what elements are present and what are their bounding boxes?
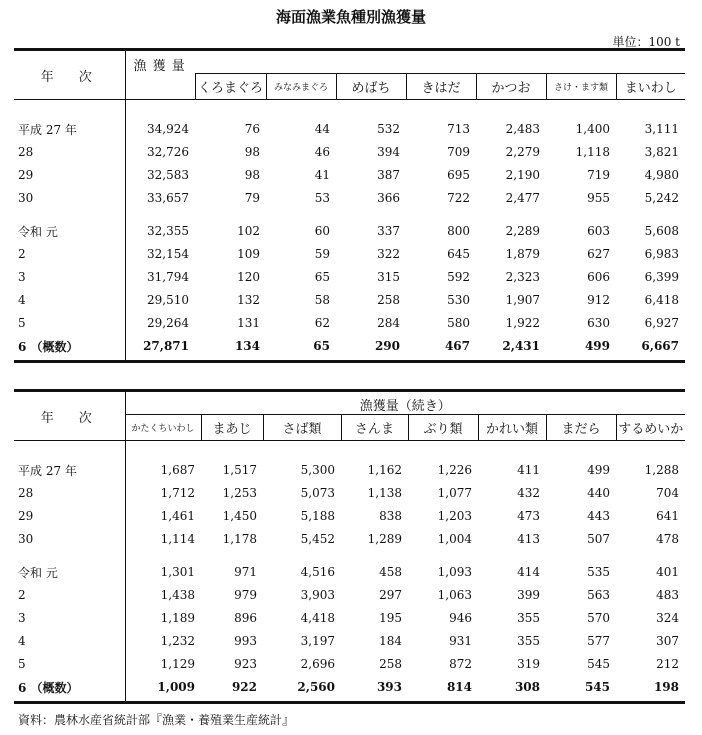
year-column-header: 年 次 — [14, 391, 125, 441]
value-cell: 27,871 — [143, 339, 189, 353]
value-cell: 322 — [377, 247, 400, 261]
value-cell: 6,927 — [644, 316, 679, 330]
year-cell: 29 — [14, 505, 125, 528]
value-cell: 922 — [231, 680, 257, 694]
value-cell: 32,583 — [147, 168, 189, 182]
value-cell: 413 — [517, 532, 540, 546]
value-cell: 399 — [517, 588, 540, 602]
value-cell: 1,093 — [437, 565, 472, 579]
value-cell: 131 — [237, 316, 260, 330]
value-cell: 931 — [449, 634, 472, 648]
value-cell: 6,418 — [644, 293, 679, 307]
catch-table-2 — [14, 389, 685, 704]
value-cell: 530 — [447, 293, 470, 307]
value-cell: 1,922 — [505, 316, 540, 330]
value-cell: 713 — [447, 122, 470, 136]
value-cell: 62 — [314, 316, 330, 330]
value-cell: 630 — [587, 316, 610, 330]
value-cell: 29,264 — [147, 316, 189, 330]
value-cell: 1,232 — [160, 634, 195, 648]
value-cell: 2,190 — [505, 168, 540, 182]
value-cell: 319 — [517, 657, 540, 671]
value-cell: 195 — [379, 611, 402, 625]
value-cell: 627 — [587, 247, 610, 261]
value-cell: 955 — [587, 191, 610, 205]
value-cell: 3,903 — [300, 588, 335, 602]
value-cell: 993 — [234, 634, 257, 648]
year-cell: 2 — [14, 243, 125, 266]
year-cell: 28 — [14, 482, 125, 505]
value-cell: 53 — [314, 191, 330, 205]
value-cell: 59 — [314, 247, 330, 261]
value-cell: 6,399 — [644, 270, 679, 284]
value-cell: 603 — [587, 224, 610, 238]
catch-continued-header: 漁獲量（続き） — [125, 391, 685, 415]
year-cell: 平成 27 年 — [14, 459, 125, 482]
value-cell: 76 — [244, 122, 260, 136]
value-cell: 32,726 — [147, 145, 189, 159]
value-cell: 545 — [584, 680, 610, 694]
species-header: めばち — [336, 74, 406, 100]
value-cell: 1,118 — [575, 145, 610, 159]
value-cell: 483 — [656, 588, 680, 602]
value-cell: 606 — [587, 270, 610, 284]
value-cell: 473 — [517, 509, 540, 523]
value-cell: 29,510 — [147, 293, 189, 307]
value-cell: 814 — [446, 680, 472, 694]
value-cell: 1,253 — [222, 486, 257, 500]
value-cell: 65 — [313, 339, 330, 353]
value-cell: 467 — [444, 339, 470, 353]
value-cell: 366 — [377, 191, 400, 205]
year-cell: 3 — [14, 266, 125, 289]
species-header: さば類 — [263, 415, 341, 441]
species-header: みなみまぐろ — [266, 74, 336, 100]
table-row — [14, 243, 685, 266]
value-cell: 458 — [379, 565, 402, 579]
species-header: まだら — [546, 415, 616, 441]
table-row — [14, 528, 685, 551]
year-column-header: 年 次 — [14, 50, 125, 100]
species-header: きはだ — [406, 74, 476, 100]
value-cell: 532 — [377, 122, 400, 136]
value-cell: 896 — [234, 611, 257, 625]
value-cell: 4,980 — [644, 168, 679, 182]
year-cell: 令和 元 — [14, 561, 125, 584]
value-cell: 3,821 — [644, 145, 679, 159]
value-cell: 355 — [517, 611, 540, 625]
species-header: まあじ — [201, 415, 263, 441]
value-cell: 1,450 — [222, 509, 257, 523]
value-cell: 1,461 — [160, 509, 195, 523]
value-cell: 1,687 — [160, 463, 195, 477]
table-row — [14, 482, 685, 505]
value-cell: 432 — [517, 486, 540, 500]
value-cell: 1,400 — [575, 122, 610, 136]
year-cell: 6 （概数） — [14, 335, 125, 358]
year-cell: 5 — [14, 312, 125, 335]
table-row — [14, 561, 685, 584]
table-row — [14, 118, 685, 141]
value-cell: 5,300 — [300, 463, 335, 477]
value-cell: 1,138 — [367, 486, 402, 500]
value-cell: 1,077 — [437, 486, 472, 500]
value-cell: 132 — [237, 293, 260, 307]
year-cell: 4 — [14, 289, 125, 312]
value-cell: 800 — [447, 224, 470, 238]
value-cell: 315 — [377, 270, 400, 284]
value-cell: 5,188 — [300, 509, 335, 523]
value-cell: 32,154 — [147, 247, 189, 261]
value-cell: 46 — [314, 145, 330, 159]
species-header: さけ・ます類 — [546, 74, 616, 100]
value-cell: 563 — [587, 588, 610, 602]
value-cell: 32,355 — [147, 224, 189, 238]
value-cell: 31,794 — [147, 270, 189, 284]
value-cell: 535 — [587, 565, 610, 579]
year-cell: 平成 27 年 — [14, 118, 125, 141]
value-cell: 1,438 — [160, 588, 195, 602]
value-cell: 41 — [314, 168, 330, 182]
table-row — [14, 459, 685, 482]
value-cell: 34,924 — [147, 122, 189, 136]
value-cell: 1,009 — [157, 680, 195, 694]
value-cell: 580 — [447, 316, 470, 330]
value-cell: 355 — [517, 634, 540, 648]
value-cell: 1,907 — [505, 293, 540, 307]
species-header: かつお — [476, 74, 546, 100]
year-cell: 29 — [14, 164, 125, 187]
value-cell: 1,226 — [437, 463, 472, 477]
table-row — [14, 220, 685, 243]
value-cell: 324 — [656, 611, 680, 625]
catch-table-1 — [14, 48, 685, 363]
table-row — [14, 653, 685, 676]
value-cell: 592 — [447, 270, 470, 284]
table-row — [14, 266, 685, 289]
value-cell: 297 — [379, 588, 402, 602]
table-title: 海面漁業魚種別漁獲量 — [275, 8, 426, 26]
table-row — [14, 187, 685, 210]
value-cell: 979 — [234, 588, 257, 602]
value-cell: 284 — [377, 316, 400, 330]
value-cell: 401 — [656, 565, 680, 579]
value-cell: 184 — [379, 634, 402, 648]
value-cell: 971 — [234, 565, 257, 579]
value-cell: 212 — [656, 657, 680, 671]
value-cell: 337 — [377, 224, 400, 238]
value-cell: 912 — [587, 293, 610, 307]
species-header: するめいか — [616, 415, 685, 441]
value-cell: 2,696 — [300, 657, 335, 671]
value-cell: 1,203 — [437, 509, 472, 523]
value-cell: 307 — [656, 634, 680, 648]
value-cell: 577 — [587, 634, 610, 648]
value-cell: 645 — [447, 247, 470, 261]
value-cell: 719 — [587, 168, 610, 182]
value-cell: 6,983 — [644, 247, 679, 261]
unit-label: 単位：100 t — [612, 35, 680, 49]
year-cell: 30 — [14, 187, 125, 210]
value-cell: 1,189 — [160, 611, 195, 625]
value-cell: 1,301 — [160, 565, 195, 579]
value-cell: 5,242 — [644, 191, 679, 205]
value-cell: 2,483 — [505, 122, 540, 136]
value-cell: 2,431 — [502, 339, 540, 353]
year-cell: 30 — [14, 528, 125, 551]
value-cell: 134 — [234, 339, 260, 353]
value-cell: 198 — [653, 680, 680, 694]
value-cell: 58 — [314, 293, 330, 307]
value-cell: 1,289 — [367, 532, 402, 546]
value-cell: 545 — [587, 657, 610, 671]
value-cell: 570 — [587, 611, 610, 625]
value-cell: 4,516 — [300, 565, 335, 579]
value-cell: 4,418 — [300, 611, 335, 625]
value-cell: 709 — [447, 145, 470, 159]
value-cell: 308 — [514, 680, 540, 694]
year-cell: 令和 元 — [14, 220, 125, 243]
value-cell: 1,162 — [367, 463, 402, 477]
year-cell: 5 — [14, 653, 125, 676]
species-header: ぶり類 — [408, 415, 478, 441]
value-cell: 2,323 — [505, 270, 540, 284]
table-row — [14, 607, 685, 630]
value-cell: 290 — [374, 339, 400, 353]
table-row — [14, 505, 685, 528]
value-cell: 499 — [587, 463, 610, 477]
value-cell: 411 — [517, 463, 540, 477]
species-header: くろまぐろ — [195, 74, 266, 100]
value-cell: 923 — [234, 657, 257, 671]
table-row — [14, 312, 685, 335]
value-cell: 1,129 — [160, 657, 195, 671]
value-cell: 499 — [584, 339, 610, 353]
year-cell: 3 — [14, 607, 125, 630]
value-cell: 1,712 — [160, 486, 195, 500]
value-cell: 478 — [656, 532, 680, 546]
table-row — [14, 335, 685, 358]
species-header: まいわし — [616, 74, 685, 100]
value-cell: 120 — [237, 270, 260, 284]
value-cell: 258 — [377, 293, 400, 307]
value-cell: 65 — [314, 270, 330, 284]
year-cell: 2 — [14, 584, 125, 607]
value-cell: 641 — [656, 509, 680, 523]
value-cell: 2,477 — [505, 191, 540, 205]
value-cell: 1,114 — [160, 532, 195, 546]
value-cell: 704 — [656, 486, 680, 500]
source-note: 資料：農林水産省統計部『漁業・養殖業生産統計』 — [18, 713, 295, 727]
value-cell: 258 — [379, 657, 402, 671]
table-row — [14, 630, 685, 653]
value-cell: 98 — [244, 168, 260, 182]
species-header: かたくちいわし — [125, 415, 201, 441]
value-cell: 414 — [517, 565, 540, 579]
value-cell: 838 — [379, 509, 402, 523]
value-cell: 1,063 — [437, 588, 472, 602]
value-cell: 3,197 — [300, 634, 335, 648]
value-cell: 5,452 — [300, 532, 335, 546]
value-cell: 2,279 — [505, 145, 540, 159]
value-cell: 1,517 — [222, 463, 257, 477]
species-header: さんま — [341, 415, 408, 441]
value-cell: 33,657 — [147, 191, 189, 205]
value-cell: 5,073 — [300, 486, 335, 500]
value-cell: 443 — [587, 509, 610, 523]
value-cell: 102 — [237, 224, 260, 238]
value-cell: 695 — [447, 168, 470, 182]
value-cell: 79 — [244, 191, 260, 205]
value-cell: 1,288 — [644, 463, 680, 477]
value-cell: 872 — [449, 657, 472, 671]
species-header: かれい類 — [478, 415, 546, 441]
value-cell: 5,608 — [644, 224, 679, 238]
value-cell: 394 — [377, 145, 400, 159]
table-row — [14, 676, 685, 699]
value-cell: 1,004 — [437, 532, 472, 546]
value-cell: 2,560 — [297, 680, 335, 694]
year-cell: 4 — [14, 630, 125, 653]
value-cell: 3,111 — [644, 122, 679, 136]
table-row — [14, 141, 685, 164]
value-cell: 1,879 — [505, 247, 540, 261]
value-cell: 60 — [314, 224, 330, 238]
value-cell: 946 — [449, 611, 472, 625]
value-cell: 2,289 — [505, 224, 540, 238]
year-cell: 28 — [14, 141, 125, 164]
year-cell: 6 （概数） — [14, 676, 125, 699]
value-cell: 440 — [587, 486, 610, 500]
value-cell: 393 — [376, 680, 402, 694]
value-cell: 507 — [587, 532, 610, 546]
value-cell: 44 — [314, 122, 330, 136]
value-cell: 387 — [377, 168, 400, 182]
catch-total-header: 漁 獲 量 — [125, 50, 195, 100]
value-cell: 1,178 — [222, 532, 257, 546]
table-row — [14, 584, 685, 607]
value-cell: 6,667 — [641, 339, 679, 353]
table-row — [14, 164, 685, 187]
value-cell: 98 — [244, 145, 260, 159]
value-cell: 722 — [447, 191, 470, 205]
value-cell: 109 — [237, 247, 260, 261]
table-row — [14, 289, 685, 312]
